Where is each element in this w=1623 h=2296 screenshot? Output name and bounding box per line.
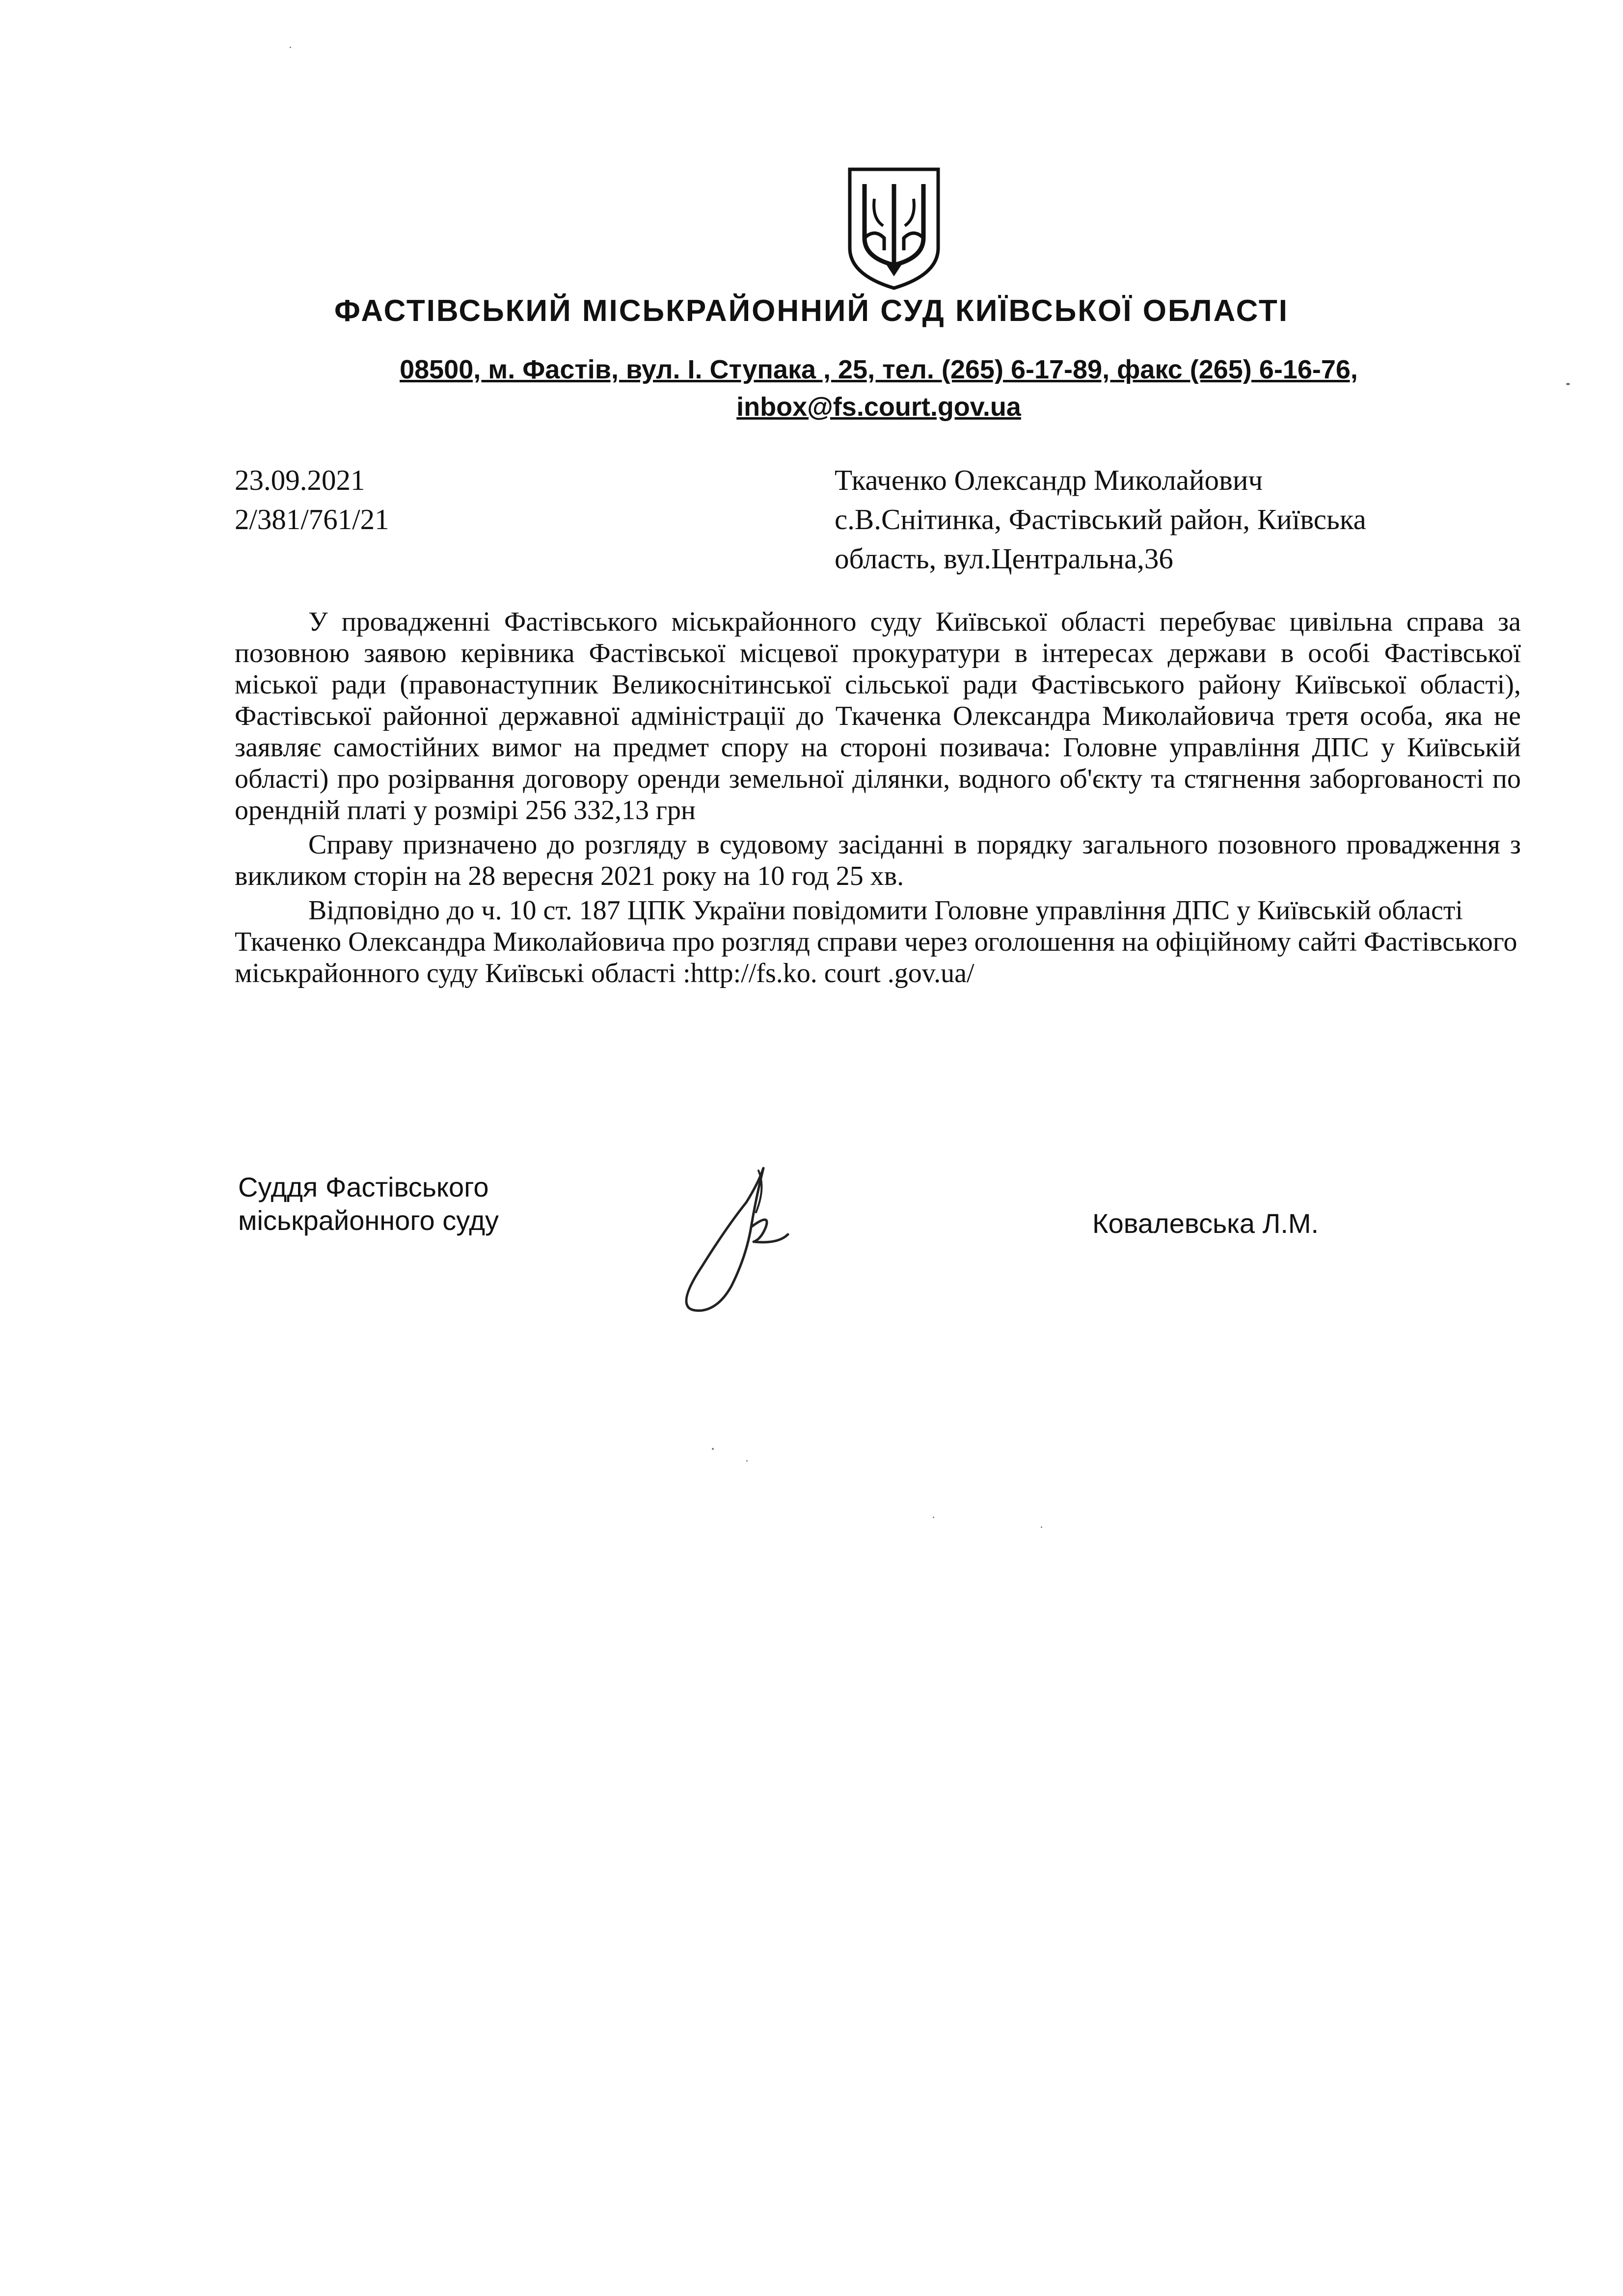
scan-speck <box>1566 383 1570 385</box>
court-address <box>324 351 1434 426</box>
scan-speck <box>290 47 291 48</box>
scan-speck <box>1041 1526 1042 1528</box>
signer-title-line: Суддя Фастівського <box>238 1172 489 1202</box>
body-paragraph: Відповідно до ч. 10 ст. 187 ЦПК України повідомити Головне управління ДПС у Київській області Ткаченко Олександра Миколайовича про розгляд справи через оголошення на офіційному сайті Фастівського міськрайонного суду Київські області :http://fs.ko. court .gov.ua/ <box>235 895 1517 988</box>
recipient-address-line: область, вул.Центральна,36 <box>835 542 1173 575</box>
signer-title-line: міськрайонного суду <box>238 1205 499 1236</box>
recipient-name: Ткаченко Олександр Миколайович <box>835 464 1263 496</box>
trident-emblem-icon <box>845 164 943 292</box>
court-name: ФАСТІВСЬКИЙ МІСЬКРАЙОННИЙ СУД КИЇВСЬКОЇ ОБЛАСТІ <box>334 294 1289 328</box>
scan-speck <box>933 1517 934 1518</box>
scan-speck <box>712 1448 714 1450</box>
letter-reference: 2/381/761/21 <box>235 503 389 535</box>
body-paragraph: Справу призначено до розгляду в судовому засіданні в порядку загального позовного провадження з викликом сторін на 28 вересня 2021 року на 10 год 25 хв. <box>235 829 1521 891</box>
handwritten-signature-icon <box>673 1158 800 1320</box>
body-paragraph: У провадженні Фастівського міськрайонного суду Київської області перебуває цивільна справа за позовною заявою керівника Фастівської місцевої прокуратури в інтересах держави в особі Фастівської міської ради (правонаступник Великоснітинської сільської ради Фастівського району Київської області), Фастівської районної державної адміністрації до Ткаченка Олександра Миколайовича третя особа, яка не заявляє самостійних вимог на предмет спору на стороні позивача: Головне управління ДПС у Київській області) про розірвання договору оренди земельної ділянки, водного об'єкту та стягнення заборгованості по орендній платі у розмірі 256 332,13 грн <box>235 607 1521 826</box>
signer-name: Ковалевська Л.М. <box>1092 1208 1319 1239</box>
scan-speck <box>746 1460 748 1462</box>
letter-meta <box>235 460 389 539</box>
court-address-line: 08500, м. Фастів, вул. І. Ступака , 25, тел. (265) 6-17-89, факс (265) 6-16-76, <box>400 355 1358 384</box>
letter-date: 23.09.2021 <box>235 464 365 496</box>
recipient-address-line: с.В.Снітинка, Фастівський район, Київська <box>835 503 1366 535</box>
court-email: inbox@fs.court.gov.ua <box>736 392 1021 422</box>
signer-title <box>238 1171 499 1237</box>
letter-body <box>235 606 1521 992</box>
recipient-block <box>835 460 1473 578</box>
